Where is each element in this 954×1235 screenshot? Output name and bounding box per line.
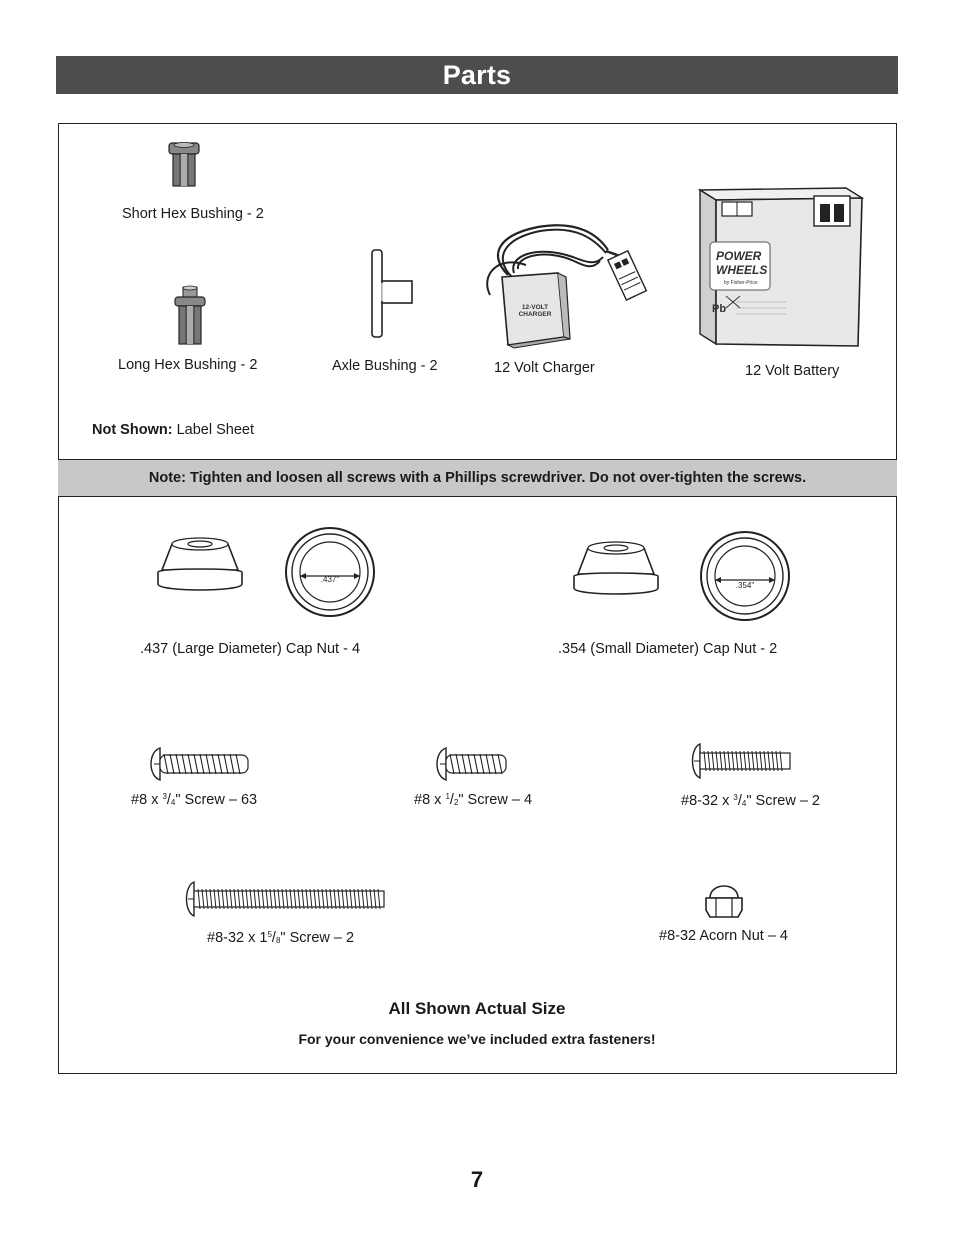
- long-hex-bushing-label: Long Hex Bushing - 2: [118, 357, 258, 373]
- large-capnut-dim: .437": [320, 575, 340, 584]
- battery-pb: Pb: [712, 303, 727, 315]
- screw-832-34-image: [688, 742, 794, 780]
- not-shown-label: Not Shown:: [92, 422, 173, 438]
- battery-logo-3: by Fisher-Price: [724, 280, 758, 286]
- axle-bushing-image: [366, 248, 418, 340]
- long-hex-bushing-image: [170, 285, 210, 347]
- screw-8-34-image: [146, 746, 252, 782]
- charger-text-2: CHARGER: [518, 311, 552, 318]
- battery-logo-1: POWER: [716, 249, 762, 263]
- screw-8-12-image: [432, 746, 510, 782]
- screw-8-34-label: #8 x $^3$/4" Screw – 63: [131, 792, 258, 808]
- acorn-nut-image: [702, 880, 746, 920]
- page-title: Parts: [442, 59, 512, 90]
- short-hex-bushing-image: [164, 140, 204, 190]
- charger-text-1: 12-VOLT: [521, 304, 549, 311]
- small-capnut-label: .354 (Small Diameter) Cap Nut - 2: [558, 641, 778, 657]
- small-capnut-side-image: [568, 538, 664, 602]
- battery-label: 12 Volt Battery: [745, 363, 840, 379]
- acorn-nut-label: #8-32 Acorn Nut – 4: [659, 928, 788, 944]
- axle-bushing-label: Axle Bushing - 2: [332, 358, 438, 374]
- title-bar: [56, 56, 898, 94]
- battery-logo-2: WHEELS: [716, 263, 768, 277]
- note-text: Note: Tighten and loosen all screws with a Phillips screwdriver. Do not over-tighten the screws.: [148, 470, 807, 486]
- screw-832-158-image: [182, 880, 388, 918]
- charger-image: [478, 215, 650, 363]
- large-capnut-label: .437 (Large Diameter) Cap Nut - 4: [140, 641, 361, 657]
- large-capnut-top-image: [284, 526, 376, 618]
- screw-832-34-label: #8-32 x $^3$/4" Screw – 2: [681, 793, 820, 809]
- not-shown-value: Label Sheet: [176, 422, 254, 438]
- charger-label: 12 Volt Charger: [494, 360, 595, 376]
- not-shown: [92, 422, 254, 438]
- page-number: 7: [470, 1167, 484, 1192]
- screw-8-12-label: #8 x $^1$/2" Screw – 4: [414, 792, 533, 808]
- battery-image: [696, 184, 866, 350]
- actual-size-heading: All Shown Actual Size: [388, 999, 566, 1018]
- screw-832-158-label: #8-32 x $1^5/8$" Screw – 2: [207, 930, 355, 946]
- extra-fasteners-note: For your convenience we’ve included extra fasteners!: [298, 1031, 656, 1047]
- note-band: [58, 459, 897, 497]
- small-capnut-top-image: [699, 530, 791, 622]
- small-capnut-dim: .354": [735, 581, 755, 590]
- short-hex-bushing-label: Short Hex Bushing - 2: [122, 206, 264, 222]
- large-capnut-side-image: [152, 534, 248, 598]
